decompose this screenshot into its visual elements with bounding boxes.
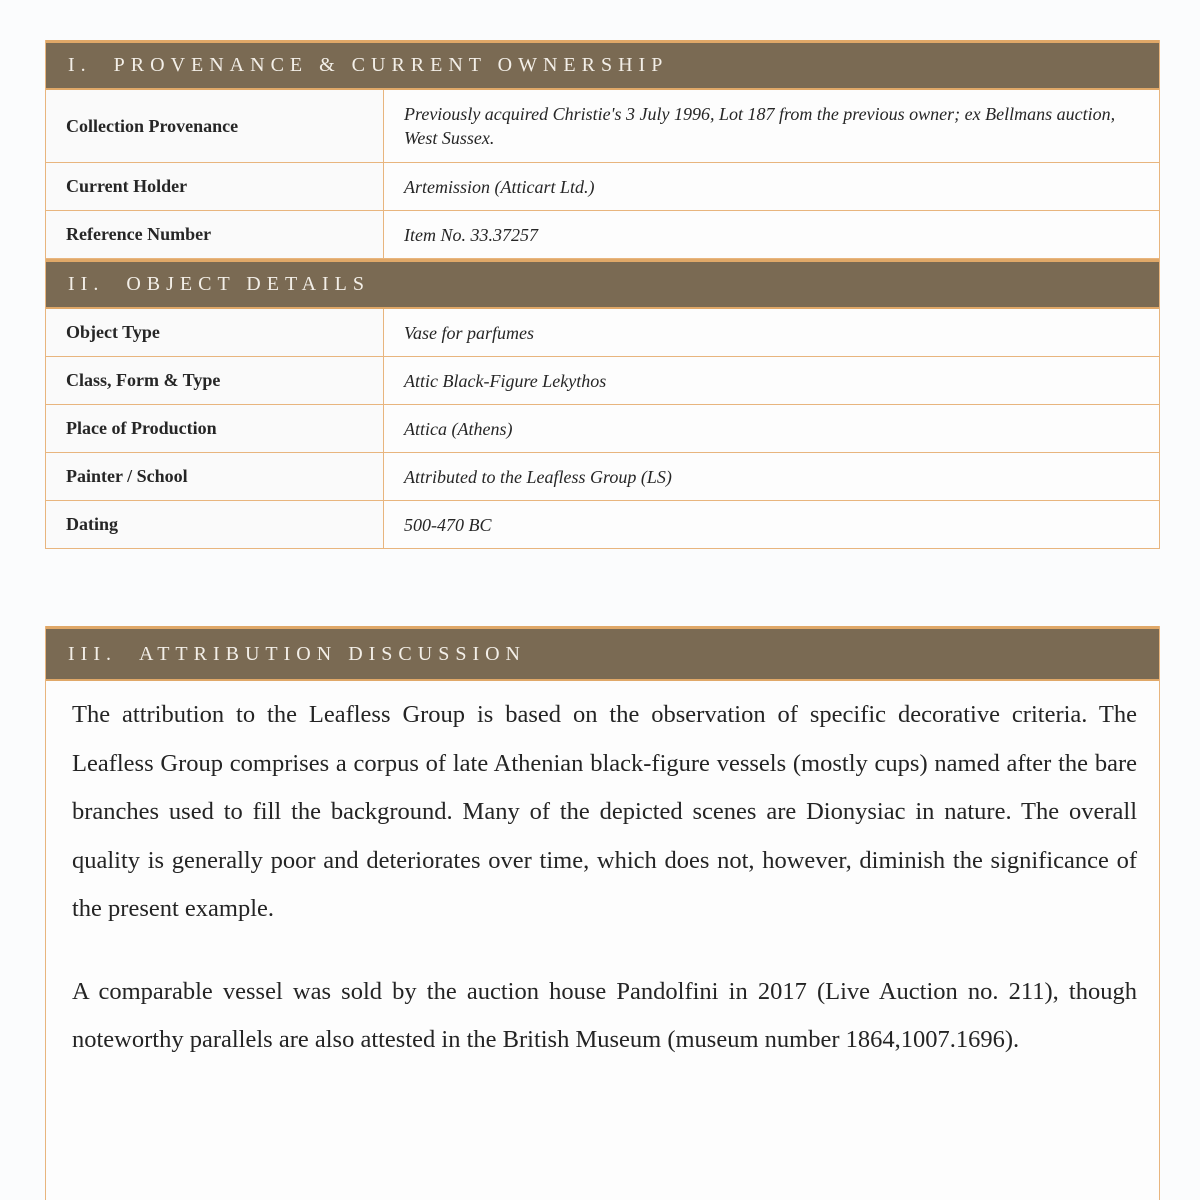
row-value: Previously acquired Christie's 3 July 1996, Lot 187 from the previous owner; ex Bellmans auction, West Sussex. <box>384 90 1159 162</box>
section-number: III. <box>68 642 117 665</box>
row-value: Artemission (Atticart Ltd.) <box>384 163 1159 210</box>
row-value: Attic Black-Figure Lekythos <box>384 357 1159 404</box>
discussion-paragraph: The attribution to the Leafless Group is based on the observation of specific decorative criteria. The Leafless Group comprises a corpus of late Athenian black-figure vessels (mostly cups) named after the bare branches used to fill the background. Many of the depicted scenes are Dionysiac in nature. The overall quality is generally poor and deteriorates over time, which does not, however, diminish the significance of the present example. <box>72 701 1137 922</box>
row-label: Painter / School <box>46 453 384 500</box>
row-label: Place of Production <box>46 405 384 452</box>
table-row-reference-number <box>46 211 1159 259</box>
row-label: Object Type <box>46 309 384 356</box>
row-value: Vase for parfumes <box>384 309 1159 356</box>
row-label: Reference Number <box>46 211 384 258</box>
row-value: 500-470 BC <box>384 501 1159 548</box>
row-label: Class, Form & Type <box>46 357 384 404</box>
section-title: ATTRIBUTION DISCUSSION <box>138 642 526 665</box>
section-number: I. <box>68 54 92 76</box>
catalogue-table <box>45 40 1160 549</box>
row-label: Dating <box>46 501 384 548</box>
discussion-paragraph: A comparable vessel was sold by the auction house Pandolfini in 2017 (Live Auction no. 211), though noteworthy parallels are also attested in the British Museum (museum number 1864,1007.1696). <box>72 977 1137 1053</box>
section-title: OBJECT DETAILS <box>126 273 371 295</box>
table-row-class-form-type <box>46 357 1159 405</box>
table-row-dating <box>46 501 1159 548</box>
section-header-object-details <box>46 259 1159 309</box>
section-title: PROVENANCE & CURRENT OWNERSHIP <box>113 54 669 76</box>
row-label: Collection Provenance <box>46 90 384 162</box>
table-row-object-type <box>46 309 1159 357</box>
row-value: Item No. 33.37257 <box>384 211 1159 258</box>
row-label: Current Holder <box>46 163 384 210</box>
row-value: Attica (Athens) <box>384 405 1159 452</box>
discussion-body <box>46 681 1159 1065</box>
table-row-painter-school <box>46 453 1159 501</box>
table-row-current-holder <box>46 163 1159 211</box>
row-value: Attributed to the Leafless Group (LS) <box>384 453 1159 500</box>
section-header-attribution <box>46 626 1159 681</box>
table-row-collection-provenance <box>46 90 1159 163</box>
section-number: II. <box>68 273 105 295</box>
section-header-provenance <box>46 40 1159 90</box>
table-row-place-of-production <box>46 405 1159 453</box>
attribution-discussion-block <box>45 626 1160 1200</box>
